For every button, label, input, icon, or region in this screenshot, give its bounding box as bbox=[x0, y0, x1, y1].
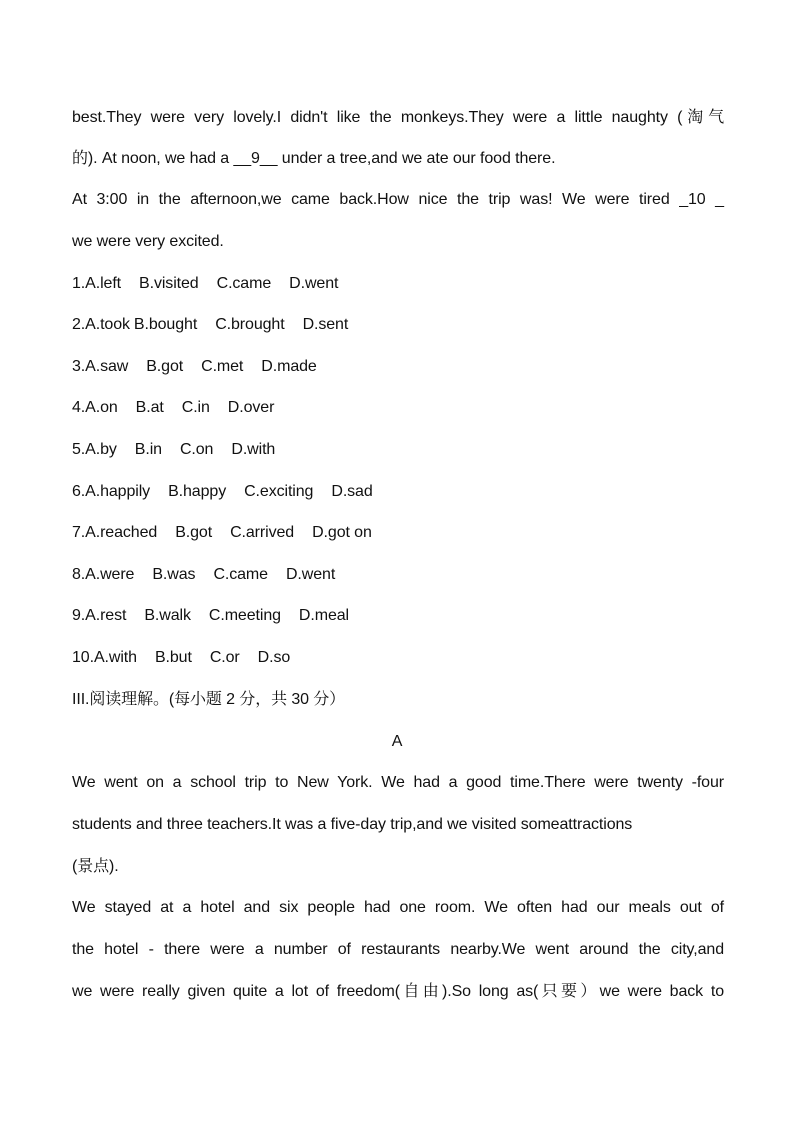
passage-a-line-1: We went on a school trip to New York. We had a good time.There were twenty -four bbox=[72, 774, 724, 791]
option-d: D.meal bbox=[298, 607, 350, 624]
question-3 bbox=[72, 357, 724, 377]
question-4 bbox=[72, 398, 724, 418]
option-a: A.with bbox=[93, 649, 137, 666]
option-d: D.over bbox=[227, 399, 275, 416]
question-number: 7. bbox=[72, 524, 86, 541]
option-b: B.happy bbox=[168, 483, 227, 500]
option-b: B.but bbox=[154, 649, 192, 666]
question-1 bbox=[72, 274, 724, 294]
section-heading: III.阅读理解。(每小题 2 分，共 30 分） bbox=[72, 691, 346, 708]
option-a: A.on bbox=[85, 399, 118, 416]
option-a: A.happily bbox=[85, 483, 151, 500]
option-c: C.meeting bbox=[208, 607, 281, 624]
passage-line-2: 的). At noon, we had a __9__ under a tree,and we ate our food there. bbox=[72, 150, 556, 167]
option-b: B.walk bbox=[144, 607, 191, 624]
passage-line-1: best.They were very lovely.I didn't like the monkeys.They were a little naughty (淘气 bbox=[72, 109, 724, 126]
option-d: D.sent bbox=[302, 316, 349, 333]
option-c: C.or bbox=[209, 649, 240, 666]
passage-line-3: At 3:00 in the afternoon,we came back.How nice the trip was! We were tired _10 _ bbox=[72, 191, 724, 208]
option-d: D.went bbox=[289, 275, 339, 292]
question-number: 1. bbox=[72, 275, 86, 292]
question-number: 8. bbox=[72, 566, 86, 583]
passage-label: A bbox=[391, 733, 403, 750]
question-number: 4. bbox=[72, 399, 86, 416]
passage-a-line-3: (景点). bbox=[72, 858, 119, 875]
option-b: B.got bbox=[175, 524, 213, 541]
question-number: 2. bbox=[72, 316, 86, 333]
question-5 bbox=[72, 440, 724, 460]
option-b: B.bought bbox=[133, 316, 198, 333]
option-d: D.made bbox=[261, 358, 317, 375]
question-2 bbox=[72, 315, 724, 335]
question-number: 5. bbox=[72, 441, 86, 458]
option-c: C.on bbox=[179, 441, 214, 458]
option-a: A.were bbox=[85, 566, 135, 583]
option-c: C.came bbox=[213, 566, 268, 583]
question-6 bbox=[72, 482, 724, 502]
question-7 bbox=[72, 523, 724, 543]
passage-a-line-2: students and three teachers.It was a five-day trip,and we visited someattractions bbox=[72, 816, 633, 833]
passage-line-4: we were very excited. bbox=[72, 233, 224, 250]
question-number: 6. bbox=[72, 483, 86, 500]
option-a: A.left bbox=[85, 275, 122, 292]
question-number: 10. bbox=[72, 649, 94, 666]
option-b: B.in bbox=[134, 441, 162, 458]
option-c: C.came bbox=[216, 275, 272, 292]
option-b: B.visited bbox=[139, 275, 199, 292]
option-c: C.in bbox=[181, 399, 210, 416]
option-c: C.brought bbox=[215, 316, 285, 333]
option-b: B.got bbox=[146, 358, 184, 375]
option-d: D.so bbox=[257, 649, 291, 666]
option-a: A.by bbox=[85, 441, 117, 458]
option-d: D.sad bbox=[331, 483, 373, 500]
option-c: C.arrived bbox=[230, 524, 295, 541]
question-10 bbox=[72, 648, 724, 668]
option-a: A.saw bbox=[85, 358, 129, 375]
option-b: B.at bbox=[135, 399, 164, 416]
option-d: D.with bbox=[231, 441, 276, 458]
passage-a-line-4: We stayed at a hotel and six people had one room. We often had our meals out of bbox=[72, 899, 724, 916]
passage-a-line-6: we were really given quite a lot of freedom(自由).So long as(只要）we were back to bbox=[72, 983, 724, 1000]
option-a: A.took bbox=[85, 316, 130, 333]
passage-a-line-5: the hotel - there were a number of restaurants nearby.We went around the city,and bbox=[72, 941, 724, 958]
option-d: D.got on bbox=[312, 524, 372, 541]
option-a: A.rest bbox=[85, 607, 127, 624]
question-number: 3. bbox=[72, 358, 86, 375]
question-number: 9. bbox=[72, 607, 86, 624]
question-9 bbox=[72, 606, 724, 626]
option-c: C.exciting bbox=[244, 483, 314, 500]
option-d: D.went bbox=[285, 566, 336, 583]
option-a: A.reached bbox=[85, 524, 158, 541]
option-b: B.was bbox=[152, 566, 196, 583]
option-c: C.met bbox=[201, 358, 244, 375]
question-8 bbox=[72, 565, 724, 585]
